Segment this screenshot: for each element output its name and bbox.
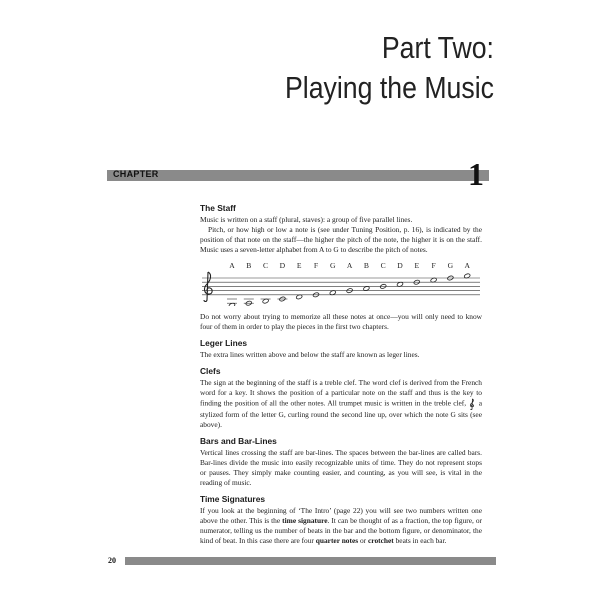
- chapter-label: CHAPTER: [113, 169, 159, 179]
- part-title-line2: Playing the Music: [285, 70, 494, 105]
- clefs-paragraph: [200, 378, 482, 430]
- note-letter-label: A: [229, 261, 235, 270]
- staff-paragraph-2: Pitch, or how high or low a note is (see under Tuning Position, p. 16), is indicated by the position of that note on the staff—the higher the pitch of the note, the higher it is on the staff. Music uses a seven-letter alphabet from A to G to describe the pitch of notes.: [200, 225, 482, 254]
- note-letter-label: B: [363, 261, 369, 270]
- leger-paragraph: The extra lines written above and below the staff are known as leger lines.: [200, 350, 420, 359]
- note-letter-label: D: [279, 261, 286, 270]
- clefs-text-before: The sign at the beginning of the staff is a treble clef. The word clef is derived from the French word for a key. It shows the position of a particular note on the staff and thus is the key to finding the position of all the other notes. All trumpet music is written in the treble clef,: [200, 378, 482, 408]
- section-heading-time: Time Signatures: [200, 494, 266, 504]
- note-letter-label: B: [246, 261, 252, 270]
- chapter-bar: [107, 170, 489, 181]
- section-leger: [200, 338, 482, 360]
- note-letter-label: G: [330, 261, 336, 270]
- section-heading-clefs: Clefs: [200, 366, 221, 376]
- time-bold-crotchet: crotchet: [368, 536, 394, 545]
- time-text-2: . It can be thought of as a fraction, the top figure, or numerator, telling us the number of beats in the bar and the bottom figure, or denominator, the kind of beat. In this case there are four: [200, 516, 482, 545]
- note-letter-label: A: [346, 261, 353, 270]
- note-letter-label: F: [313, 261, 319, 270]
- staff-paragraph-1: Music is written on a staff (plural, staves): a group of five parallel lines.: [200, 215, 413, 224]
- time-text-1: If you look at the beginning of ‘The Intro’ (page 22) you will see two numbers written one above the other. This is the: [200, 506, 482, 525]
- section-clefs: [200, 366, 482, 430]
- section-heading-bars: Bars and Bar-Lines: [200, 436, 277, 446]
- note-letter-label: E: [414, 261, 420, 270]
- chapter-number: 1: [468, 156, 484, 192]
- note-letter-label: F: [431, 261, 436, 270]
- treble-clef-icon: [204, 272, 212, 302]
- note-letter-label: A: [464, 261, 470, 270]
- note-letter-label: C: [263, 261, 269, 270]
- section-staff: [200, 203, 482, 332]
- bars-paragraph: Vertical lines crossing the staff are bar-lines. The spaces between the bar-lines are called bars. Bar-lines divide the music into easily recognizable units of time. They do not represent stops or pauses. They simply make counting easier, and counting, as you will see, is vital in the reading of music.: [200, 448, 482, 487]
- time-bold-quarter-notes: quarter notes: [315, 536, 359, 545]
- chapter-content: [200, 203, 482, 552]
- part-title-line1: Part Two:: [381, 30, 494, 65]
- note-letter-label: G: [447, 261, 454, 270]
- note-letter-label: C: [380, 261, 386, 270]
- treble-clef-icon: [468, 398, 476, 410]
- note-letter-label: D: [397, 261, 403, 270]
- section-time: [200, 494, 482, 546]
- clefs-text-after: a stylized form of the letter G, curling round the second line up, over which the note G sits (see above).: [200, 398, 482, 429]
- part-title: [285, 28, 494, 108]
- time-text-or: or: [359, 536, 367, 545]
- page-number: 20: [108, 556, 116, 565]
- section-heading-leger: Leger Lines: [200, 338, 248, 348]
- note-letter-label: E: [296, 261, 302, 270]
- footer-bar: [125, 557, 496, 565]
- music-staff-figure: [200, 260, 482, 306]
- time-text-3: beats in each bar.: [395, 536, 447, 545]
- staff-svg: [200, 260, 482, 306]
- staff-paragraph-after: Do not worry about trying to memorize all these notes at once—you will only need to know four of them in order to play the pieces in the first two chapters.: [200, 312, 482, 331]
- time-bold-time-signature: time signature: [282, 516, 328, 525]
- section-heading-staff: The Staff: [200, 203, 236, 213]
- time-paragraph: [200, 506, 482, 546]
- section-bars: [200, 436, 482, 488]
